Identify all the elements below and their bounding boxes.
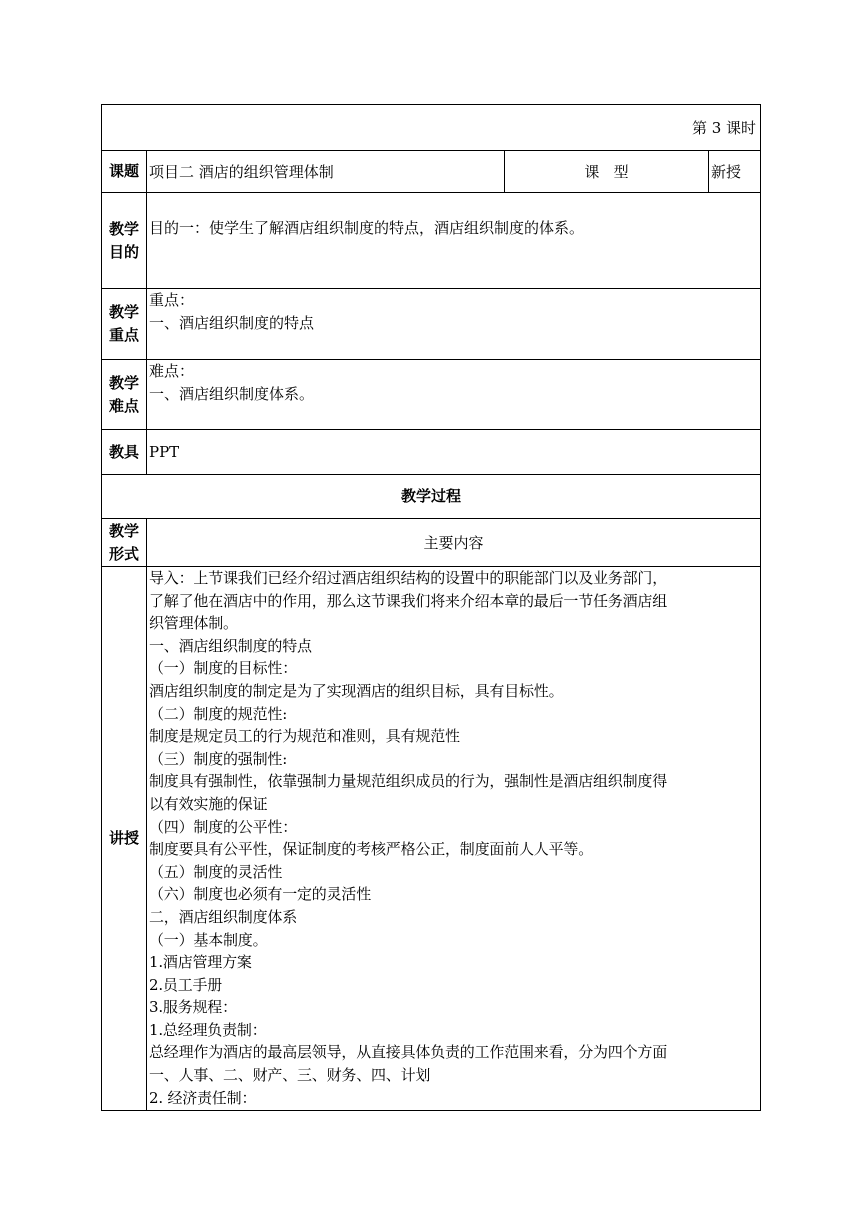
lecture-line: （四）制度的公平性： — [149, 817, 298, 836]
lecture-line: 酒店组织制度的制定是为了实现酒店的组织目标，具有目标性。 — [149, 681, 564, 700]
lesson-plan-table — [101, 104, 761, 1111]
form-label: 教学 形式 — [102, 519, 147, 567]
topic-label: 课题 — [102, 151, 147, 193]
lecture-line: 2.员工手册 — [149, 975, 223, 994]
lecture-line: （一）制度的目标性： — [149, 659, 298, 678]
objective-label: 教学 目的 — [102, 193, 147, 289]
lecture-line: 1.酒店管理方案 — [149, 953, 252, 972]
lecture-line: 制度要具有公平性，保证制度的考核严格公正，制度面前人人平等。 — [149, 840, 594, 859]
lecture-line: 以有效实施的保证 — [149, 794, 268, 813]
lecture-line: 3.服务规程： — [149, 998, 237, 1017]
lecture-line: （六）制度也必须有一定的灵活性 — [149, 885, 372, 904]
lecture-line: 了解了他在酒店中的作用，那么这节课我们将来介绍本章的最后一节任务酒店组 — [149, 591, 668, 610]
lecture-line: 二，酒店组织制度体系 — [149, 907, 298, 926]
content-header: 主要内容 — [147, 519, 761, 567]
tools-value: PPT — [147, 430, 761, 475]
key-points-text: 重点： 一、酒店组织制度的特点 — [147, 289, 761, 360]
lecture-line: 一、人事、二、财产、三、财务、四、计划 — [149, 1066, 431, 1085]
difficulties-label: 教学 难点 — [102, 360, 147, 430]
lecture-line: （一）基本制度。 — [149, 930, 268, 949]
tools-label: 教具 — [102, 430, 147, 475]
lecture-line: 一、酒店组织制度的特点 — [149, 636, 312, 655]
lecture-line: 制度是规定员工的行为规范和准则，具有规范性 — [149, 727, 460, 746]
lecture-line: （三）制度的强制性: — [149, 749, 288, 768]
difficulties-text: 难点： 一、酒店组织制度体系。 — [147, 360, 761, 430]
process-title: 教学过程 — [102, 475, 761, 519]
key-points-label: 教学 重点 — [102, 289, 147, 360]
lecture-line: 导入：上节课我们已经介绍过酒店组织结构的设置中的职能部门以及业务部门， — [149, 569, 668, 587]
lecture-line: （五）制度的灵活性 — [149, 862, 283, 881]
lecture-line: 1.总经理负责制： — [149, 1020, 267, 1039]
lecture-label: 讲授 — [102, 567, 147, 1111]
objective-text: 目的一：使学生了解酒店组织制度的特点，酒店组织制度的体系。 — [147, 193, 761, 289]
topic-value: 项目二 酒店的组织管理体制 — [147, 151, 505, 193]
lecture-line: 2. 经济责任制： — [149, 1088, 257, 1107]
lecture-content — [147, 567, 761, 1111]
lesson-type-value: 新授 — [709, 151, 761, 193]
lecture-line: 总经理作为酒店的最高层领导，从直接具体负责的工作范围来看，分为四个方面 — [149, 1043, 668, 1062]
lecture-line: 织管理体制。 — [149, 614, 238, 633]
lesson-number: 第 3 课时 — [102, 105, 761, 151]
lecture-line: （二）制度的规范性: — [149, 704, 288, 723]
lecture-line: 制度具有强制性，依靠强制力量规范组织成员的行为，强制性是酒店组织制度得 — [149, 772, 668, 791]
lesson-type-label: 课 型 — [505, 151, 709, 193]
